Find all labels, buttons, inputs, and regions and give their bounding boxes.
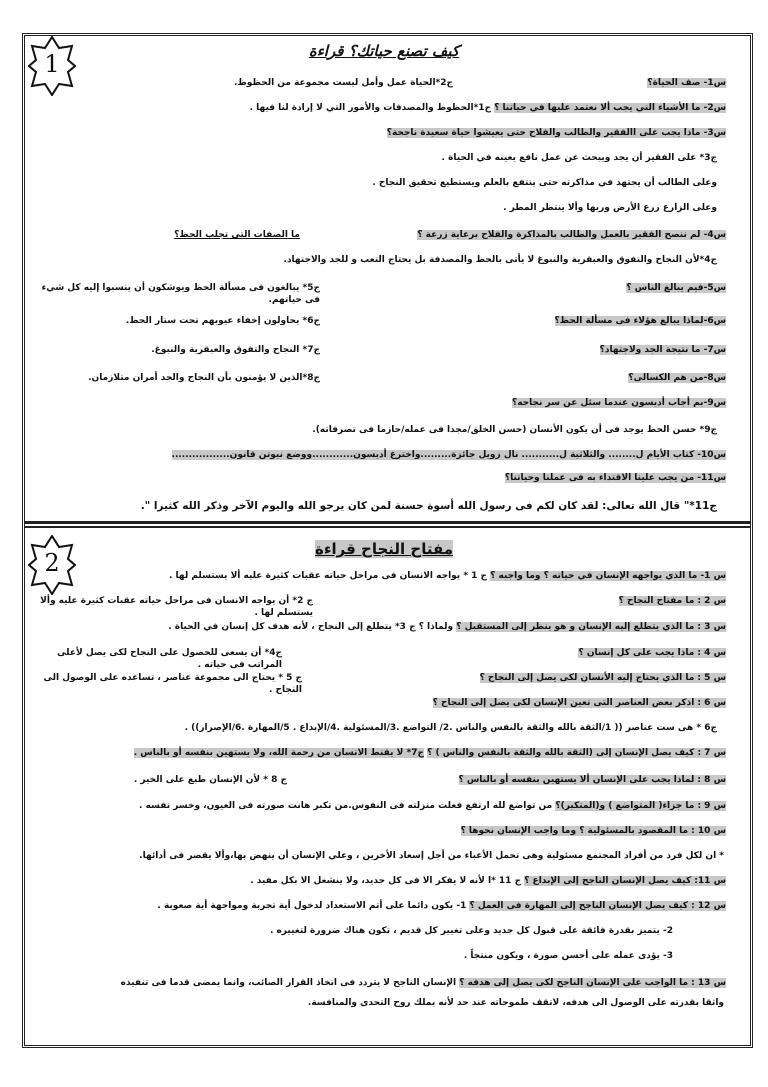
section-1-line (328, 315, 726, 327)
answer-text: ما الصفات التى تجلب الحظ؟ (174, 230, 300, 240)
question-text: س 7 : كيف يصل الإنسان إلى (الثقة بالله والثقة بالنفس والناس ) ؟ (427, 748, 726, 758)
answer-text: الإنسان الناجح لا يتردد فى اتخاذ القرار الصائب، وانما يمضى قدما فى تنفيذه (120, 978, 457, 988)
section-2-line (32, 997, 724, 1009)
answer-text: ج7* لا يقنط الانسان من رحمة الله، ولا يستهين بنفسه أو بالناس . (133, 748, 424, 758)
question-text: س2- ما الأشياء التي يجب ألا نعتمد عليها في حياتنا ؟ (494, 103, 726, 113)
section-1-line (32, 397, 726, 409)
section-1-line (328, 372, 726, 384)
question-text: س3- ماذا يجب على االفقير والطالب والفلاح حتى يعيشوا حياة سعيدة ناجحة؟ (386, 128, 726, 138)
section-1-line (32, 202, 717, 214)
question-text: س 5 : ما الذي يحتاج إليه الأنسان لكى يصل إلى النجاح ؟ (479, 673, 726, 683)
section-2-line (32, 850, 724, 862)
section-1-line (461, 77, 726, 89)
section-1-line (32, 424, 717, 436)
answer-text: ج 11 *ا لأنه لا يفكر الا فى كل جديد، ولا ينشغل الا بكل مفيد . (250, 876, 522, 886)
answer-column (32, 672, 302, 696)
section-1-number: 1 (44, 50, 60, 78)
answer-text: ج5* يبالغون فى مسألة الحظ ويوشكون أن ينسبوا إليه كل شيء فى حياتهم. (41, 283, 320, 305)
answer-column (32, 229, 300, 241)
section-2-line (32, 900, 726, 912)
question-text: س8-من هم الكسالى؟ (628, 373, 726, 383)
section-1-line (32, 472, 726, 484)
question-text: س 10 : ما المقصود بالمسئولية ؟ وما واجب الإنسان نحوها ؟ (460, 826, 726, 836)
answer-text: وعلى الزارع زرع الأرض وريها وألا ينتظر المطر . (503, 203, 717, 213)
answer-column (32, 372, 320, 384)
section-2-line (290, 647, 726, 659)
section-1-line (32, 127, 726, 139)
answer-text: 3- يؤدى عمله على أحسن صورة ، ويكون منتجاً . (463, 951, 673, 961)
answer-text: ولماذا ؟ ج 3* يتطلع إلى النجاح ، لأنه هدف كل إنسان في الحياة . (168, 622, 454, 632)
answer-column (32, 647, 282, 671)
question-text: س 6 : اذكر بعض العناصر التى تعين الإنسان لكى يصل إلى النجاح ؟ (432, 698, 726, 708)
question-text: س10- كتاب الأيام ل........ والثلاثية ل........... نال زويل جائزة.........واخترع أديسون............ووضع نيوتن قانون................. (171, 450, 726, 460)
answer-text: ج4*لأن النجاح والتفوق والعبقرية والنبوغ لا يأتى بالحظ والمصدفة بل يحتاج التعب و للجد والاجتهاد. (283, 255, 717, 265)
question-text: س9-بم أجاب أديسون عندما سئل عن سر نجاحه؟ (512, 398, 726, 408)
section-1-line (308, 229, 726, 241)
answer-text: ج 5 * يحتاج الى مجموعة عناصر ، تساعده على الوصول الى النجاح . (43, 673, 302, 695)
section-2-number: 2 (44, 549, 60, 577)
answer-text: واثقا بقدرته على الوصول الى هدفه، لاتقف طموحاته عند حد لأنه يملك روح التحدى والمنافسة. (307, 998, 724, 1008)
section-divider (25, 521, 750, 528)
section-1-line (328, 282, 726, 294)
question-text: س 2 : ما مفتاح النجاح ؟ (618, 596, 726, 606)
answer-text: ج4* أن يسعى للحصول على النجاح لكى يصل لأعلى المراتب فى حياته . (57, 648, 282, 670)
question-text: س 9 : ما جزاء( المتواضع ) و(المتكبر)؟ (555, 801, 726, 811)
section-2-line (32, 800, 726, 812)
answer-text: ج8*الذين لا يؤمنون بأن النجاح والجد أمران متلازمان. (88, 373, 320, 383)
question-text: س6-لماذا يبالغ هؤلاء فى مسألة الحظ؟ (554, 316, 726, 326)
section-2-line (310, 672, 726, 684)
section-2-badge (28, 535, 76, 595)
section-2-line (32, 950, 673, 962)
section-2-line (32, 722, 717, 734)
answer-column (32, 774, 287, 786)
question-text: س 8 : لماذا يجب على الإنسان ألا يستهين بنفسه أو بالناس ؟ (458, 775, 726, 785)
question-text: س 4 : ماذا يجب على كل إنسان ؟ (578, 648, 726, 658)
question-text: س1- صف الحياة؟ (647, 78, 726, 88)
section-2-line (32, 747, 726, 759)
answer-column (32, 344, 320, 356)
answer-column (32, 282, 320, 306)
answer-text: ج3* على الفقير أن يجد ويبحث عن عمل نافع يعينه في الحياة . (441, 153, 717, 163)
question-text: س 11: كيف يصل الإنسان الناجح إلى الإبداع ؟ (524, 876, 726, 886)
section-2-line (32, 875, 726, 887)
answer-text: ج7* النجاح والتفوق والعبقرية والنبوغ. (151, 345, 320, 355)
section-2-line (32, 621, 726, 633)
answer-text: ج6 * هى ست عناصر (( 1/الثقة بالله والثقة بالنفس والناس .2/ التواضع .3/المسئولية .4/الإبداع . 5/المهارة .6/الإصرار)) . (184, 723, 717, 733)
answer-text: ج 8 * لأن الإنسان طبع على الخير . (133, 775, 287, 785)
question-text: س5-فيم يبالغ الناس ؟ (626, 283, 726, 293)
section-1-line (32, 102, 726, 114)
answer-text: وعلى الطالب أن يجتهد في مذاكرته حتى ينتفع بالعلم ويستطيع تحقيق النجاح . (372, 178, 717, 188)
answer-text: ج6* يحاولون إخفاء عيوبهم تحت ستار الحظ. (125, 316, 320, 326)
section-1-line (32, 152, 717, 164)
question-text: س7- ما نتيجة الجد ولاجتهاد؟ (599, 345, 726, 355)
section-2-line (32, 697, 726, 709)
answer-text: ج11*" قال الله تعالى: لقد كان لكم فى رسول الله أسوة حسنة لمن كان يرجو الله واليوم الآخر وذكر الله كثيرا ". (140, 500, 717, 512)
section-2-title-text: مفتاح النجاح قراءة (314, 540, 454, 558)
question-text: س 3 : ما الذي يتطلع إليه الإنسان و هو ينظر إلى المستقبل ؟ (456, 622, 726, 632)
section-2-line (321, 595, 726, 607)
answer-text: من تواضع لله ارتفع فعلت منزلته فى النفوس.من تكبر هانت صورته فى العيون، وخسر نفسه . (139, 801, 553, 811)
section-1-line (32, 500, 717, 513)
answer-text: ج2*الحياة عمل وأمل ليست مجموعة من الحظوظ. (234, 78, 453, 88)
section-1-title: كيف تصنع حياتك؟ قراءة (308, 42, 460, 60)
question-text: س11- من يجب علينا الاقتداء به فى عملنا وحياتنا؟ (504, 473, 726, 483)
section-2-line (32, 925, 673, 937)
question-text: س 12 : كيف يصل الإنسان الناجح إلى المهارة فى العمل ؟ (469, 901, 726, 911)
question-text: س4- لم ننصح الفقير بالعمل والطالب بالمذاكرة والفلاح برعاية زرعة ؟ (417, 230, 726, 240)
answer-column (32, 77, 453, 89)
section-2-title (90, 540, 678, 558)
answer-text: ج 2* أن يواجه الانسان فى مراحل حياته عقبات كثيرة عليه وألا يستسلم لها . (40, 596, 313, 618)
answer-text: 2- يتميز بقدرة فائقة على قبول كل جديد وعلى تغيير كل قديم ، تكون هناك ضرورة لتغييره . (269, 926, 673, 936)
answer-text: * ان لكل فرد من أفراد المجتمع مسئولية وهى تحمل الأعباء من أجل إسعاد الأخرين ، وعلي الإنسان أن ينهض بها،وألا يقصر فى أدائها. (139, 851, 724, 861)
section-1-line (32, 254, 717, 266)
answer-column (32, 595, 313, 619)
question-text: س 1- ما الذي يواجهه الإنسان في حياته ؟ وما واجبه ؟ (490, 571, 726, 581)
section-2-line (32, 977, 726, 989)
section-1-line (328, 344, 726, 356)
answer-text: ج9* حسن الحظ يوجد فى أن يكون الأنسان (حسن الخلق/مجدا فى عمله/حازما فى تصرفاته). (312, 425, 717, 435)
section-2-line (32, 570, 726, 582)
section-2-line (32, 825, 726, 837)
answer-text: ج1*الحظوظ والمصدفات والأمور التي لا إرادة لنا فيها . (249, 103, 492, 113)
section-1-line (32, 449, 726, 461)
section-1-line (32, 177, 717, 189)
section-2-line (295, 774, 726, 786)
answer-column (32, 315, 320, 327)
answer-text: 1- يكون دائما على أتم الاستعداد لدخول أية تجربة ومواجهة أية صعوبة . (157, 901, 467, 911)
answer-text: ج 1 * يواجه الانسان فى مراحل حياته عقبات كثيرة عليه ألا يستسلم لها . (168, 571, 488, 581)
question-text: س 13 : ما الواجب على الإنسان الناجح لكى يصل إلى هدفه ؟ (459, 978, 726, 988)
